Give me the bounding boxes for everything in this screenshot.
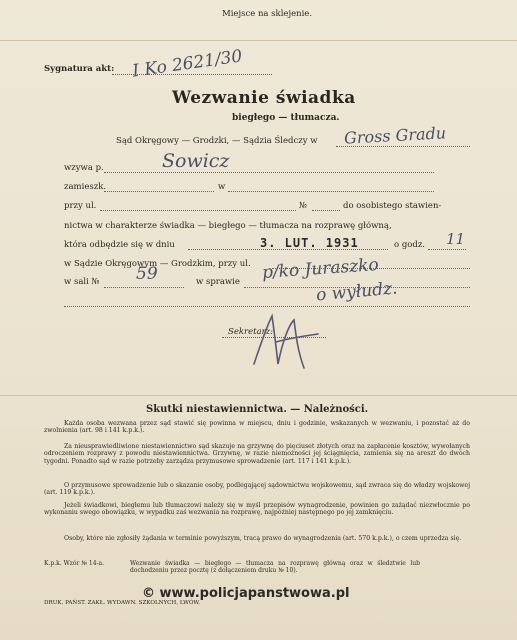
- consequences-paragraph-5: Osoby, które nie zgłosiły żądania w terminie powyższym, tracą prawo do wynagrodzenia (art. 570 k.p.k.), o czem uprzedza się.: [64, 535, 462, 542]
- watermark: © www.policjapanstwowa.pl: [142, 586, 350, 601]
- printer-imprint: DRUK. PAŃST. ZAKŁ. WYDAWN. SZKOLNYCH, LWÓW.: [44, 600, 200, 606]
- signature-label: Sygnatura akt:: [44, 64, 115, 74]
- secretary-signature: [246, 306, 326, 376]
- form-reference: K.p.k. Wzór № 14-a.: [44, 560, 105, 567]
- court-room-line: w Sądzie Okręgowym — Grodzkim, przy ul.: [64, 259, 251, 269]
- consequences-paragraph-4: Jeżeli świadkowi, biegłemu lub tłumaczowi należy się w myśl przepisów wynagrodzenie, powinien go zażądać niezwłocznie po wykonaniu swego obowiązku, w wypadku zaś wezwania na rozprawę, najpóźniej następnego po jej zamknięciu.: [44, 502, 470, 517]
- number-dotted-line: [312, 210, 340, 211]
- summons-value: Sowicz: [162, 150, 230, 172]
- consequences-paragraph-2: Za nieusprawiedliwione niestawiennictwo sąd skazuje na grzywnę do pięciuset złotych oraz na zapłacenie kosztów, wywołanych odroczeniem rozprawy z powodu niestawiennictwa. Grzywnę, w razie niemożności jej ściągnięcia, zamienia się na areszt do dwóch tygodni. Ponadto sąd w razie potrzeby zarządza przymusowe sprowadzenie (art. 117 i 141 k.p.k.).: [44, 443, 470, 465]
- form-title: Wezwanie świadka: [172, 88, 356, 108]
- consequences-paragraph-3: O przymusowe sprowadzenie lub o skazanie osoby, podlegającej sądownictwu wojskowemu, sąd zwraca się do władzy wojskowej (art. 119 k.p.k.).: [44, 482, 470, 497]
- residence-place-dotted-line: [228, 191, 434, 192]
- case-label: w sprawie: [196, 277, 240, 287]
- signature-value: I Ko 2621/30: [131, 46, 244, 82]
- consequences-paragraph-1: Każda osoba wezwana przez sąd stawić się powinna w miejscu, dniu i godzinie, wskazanych w wezwaniu, i pozostać aż do zwolnienia (art. 98 i 141 k.p.k.).: [44, 420, 470, 435]
- hour-dotted-line: [428, 249, 466, 250]
- court-line: Sąd Okręgowy — Grodzki, — Sądzia Śledczy w: [116, 136, 318, 146]
- capacity-line: nictwa w charakterze świadka — biegłego — tłumacza na rozprawę główną,: [64, 221, 392, 231]
- date-stamp: 3. LUT. 1931: [260, 236, 359, 250]
- room-dotted-line: [104, 287, 184, 288]
- case-value-second-line: o wyłudz.: [315, 278, 399, 306]
- secretary-label: Sekretarz:: [228, 327, 273, 337]
- residence-w-label: w: [218, 182, 226, 192]
- residence-dotted-line: [104, 191, 214, 192]
- residence-label: zamieszk.: [64, 182, 107, 192]
- form-description: Wezwanie świadka — biegłego — tłumacza na rozprawę główną oraz w śledztwie lub dochodzeniu przez pocztę (z dołączeniem druku № 10).: [130, 560, 420, 575]
- consequences-title: Skutki niestawiennictwa. — Należności.: [146, 404, 369, 415]
- form-subtitle: biegłego — tłumacza.: [232, 113, 340, 123]
- hour-label: o godz.: [394, 240, 425, 250]
- hour-value: 11: [446, 230, 466, 248]
- court-value: Gross Gradu: [343, 123, 447, 148]
- street-label: przy ul.: [64, 201, 97, 211]
- placement-label: Miejsce na sklejenie.: [222, 9, 313, 19]
- personal-appearance-label: do osobistego stawien-: [343, 201, 442, 211]
- street-dotted-line: [100, 210, 296, 211]
- summons-dotted-line: [104, 172, 434, 173]
- number-label: №: [299, 201, 308, 211]
- case-value: p/ko Juraszko: [261, 254, 380, 284]
- fold-line-top: [0, 40, 517, 41]
- summons-label: wzywa p.: [64, 163, 104, 173]
- fold-line-middle: [0, 395, 517, 396]
- room-value: 59: [136, 264, 158, 284]
- room-label: w sali №: [64, 277, 100, 287]
- date-line: która odbędzie się w dniu: [64, 240, 175, 250]
